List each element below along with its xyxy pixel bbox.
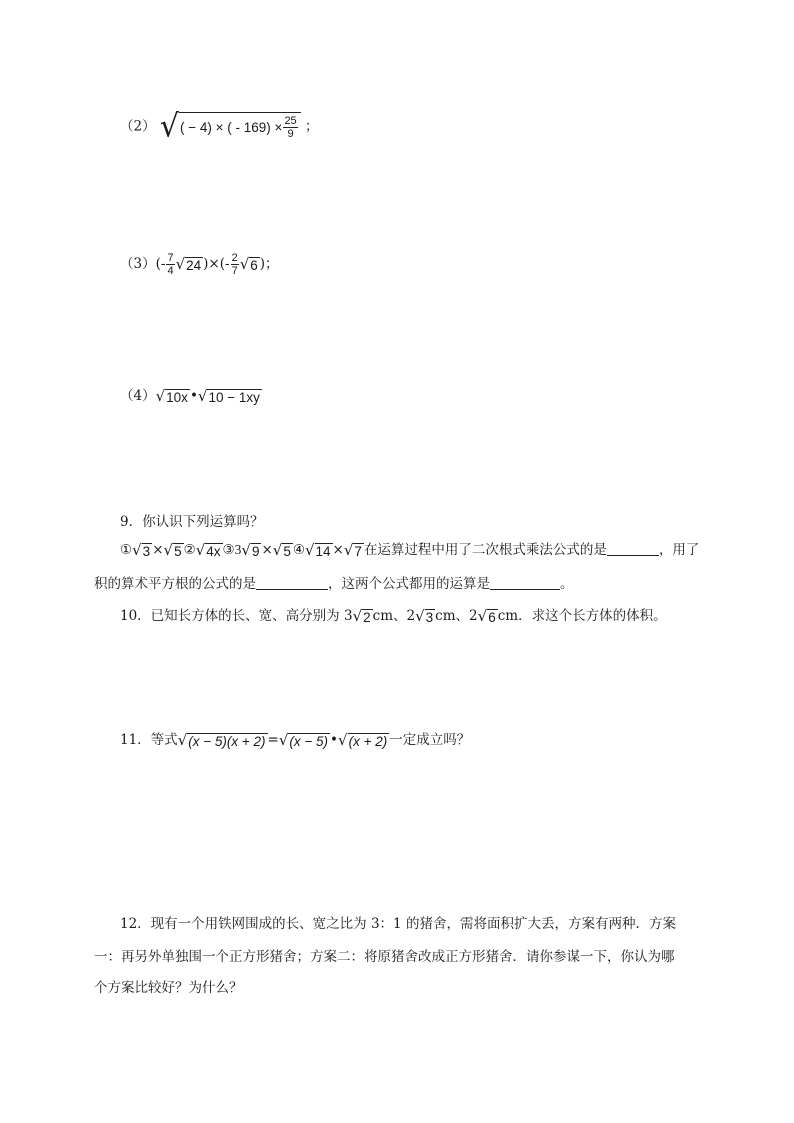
question-10: 10．已知长方体的长、宽、高分别为 3 √ 2 cm、2 √ 3 cm、2 √ 6 cm．求这个长方体的体积。 [120,606,667,625]
radical-sign: √ [159,108,180,145]
expression-text: ( − 4) × ( - 169) × [180,120,283,135]
problem-4: （4） √ 10x • √ 10 − 1xy [120,386,260,405]
fraction: $\frac{7}{4}$ [167,252,174,277]
question-11: 11．等式 √ (x − 5)(x + 2) = √ (x − 5) • √ (x + 2) 一定成立吗？ [120,730,471,749]
question-12-line-3: 个方案比较好？为什么？ [94,980,243,996]
question-9-title: 9．你认识下列运算吗？ [120,514,264,530]
problem-2 [120,108,319,145]
sqrt-expression: √ 10x [155,386,188,405]
answer-blank[interactable] [490,575,560,590]
problem-2-label: （2） [120,118,156,135]
question-9-line-1: ① √ 3 × √ 5 ② √ 4x ③3 √ 9 × √ 5 ④ √ 14 × √ 7 在运算过程中用了二次根式乘法公式的是 ，用了 [120,540,700,559]
fraction: $\frac{25}{9}$ [284,115,297,140]
question-12-line-2: 一：再另外单独围一个正方形猪舍；方案二：将原猪舍改成正方形猪舍．请你参谋一下，你认为哪 [94,949,675,965]
fraction: $\frac{2}{7}$ [231,252,238,277]
answer-blank[interactable] [607,541,659,556]
sqrt-expression [159,108,301,145]
problem-4-label: （4） [120,388,156,404]
question-12-line-1: 12．现有一个用铁网围成的长、宽之比为 3：1 的猪舍，需将面积扩大丢，方案有两种．方案 [120,916,676,932]
problem-3-label: （3） [120,256,156,272]
problem-3: （3）(- $\frac{7}{4}$ √ 24 )×(- $\frac{2}{7}$ √ 6 )； [120,252,279,277]
punctuation: ； [304,118,319,135]
sqrt-expression: √ 10 − 1xy [197,386,260,405]
question-9-line-2: 积的算术平方根的公式的是 ，这两个公式都用的运算是 。 [94,576,574,592]
sqrt-expression: √ 6 [239,254,258,273]
sqrt-expression: √ 24 [175,254,202,273]
answer-blank[interactable] [256,575,328,590]
